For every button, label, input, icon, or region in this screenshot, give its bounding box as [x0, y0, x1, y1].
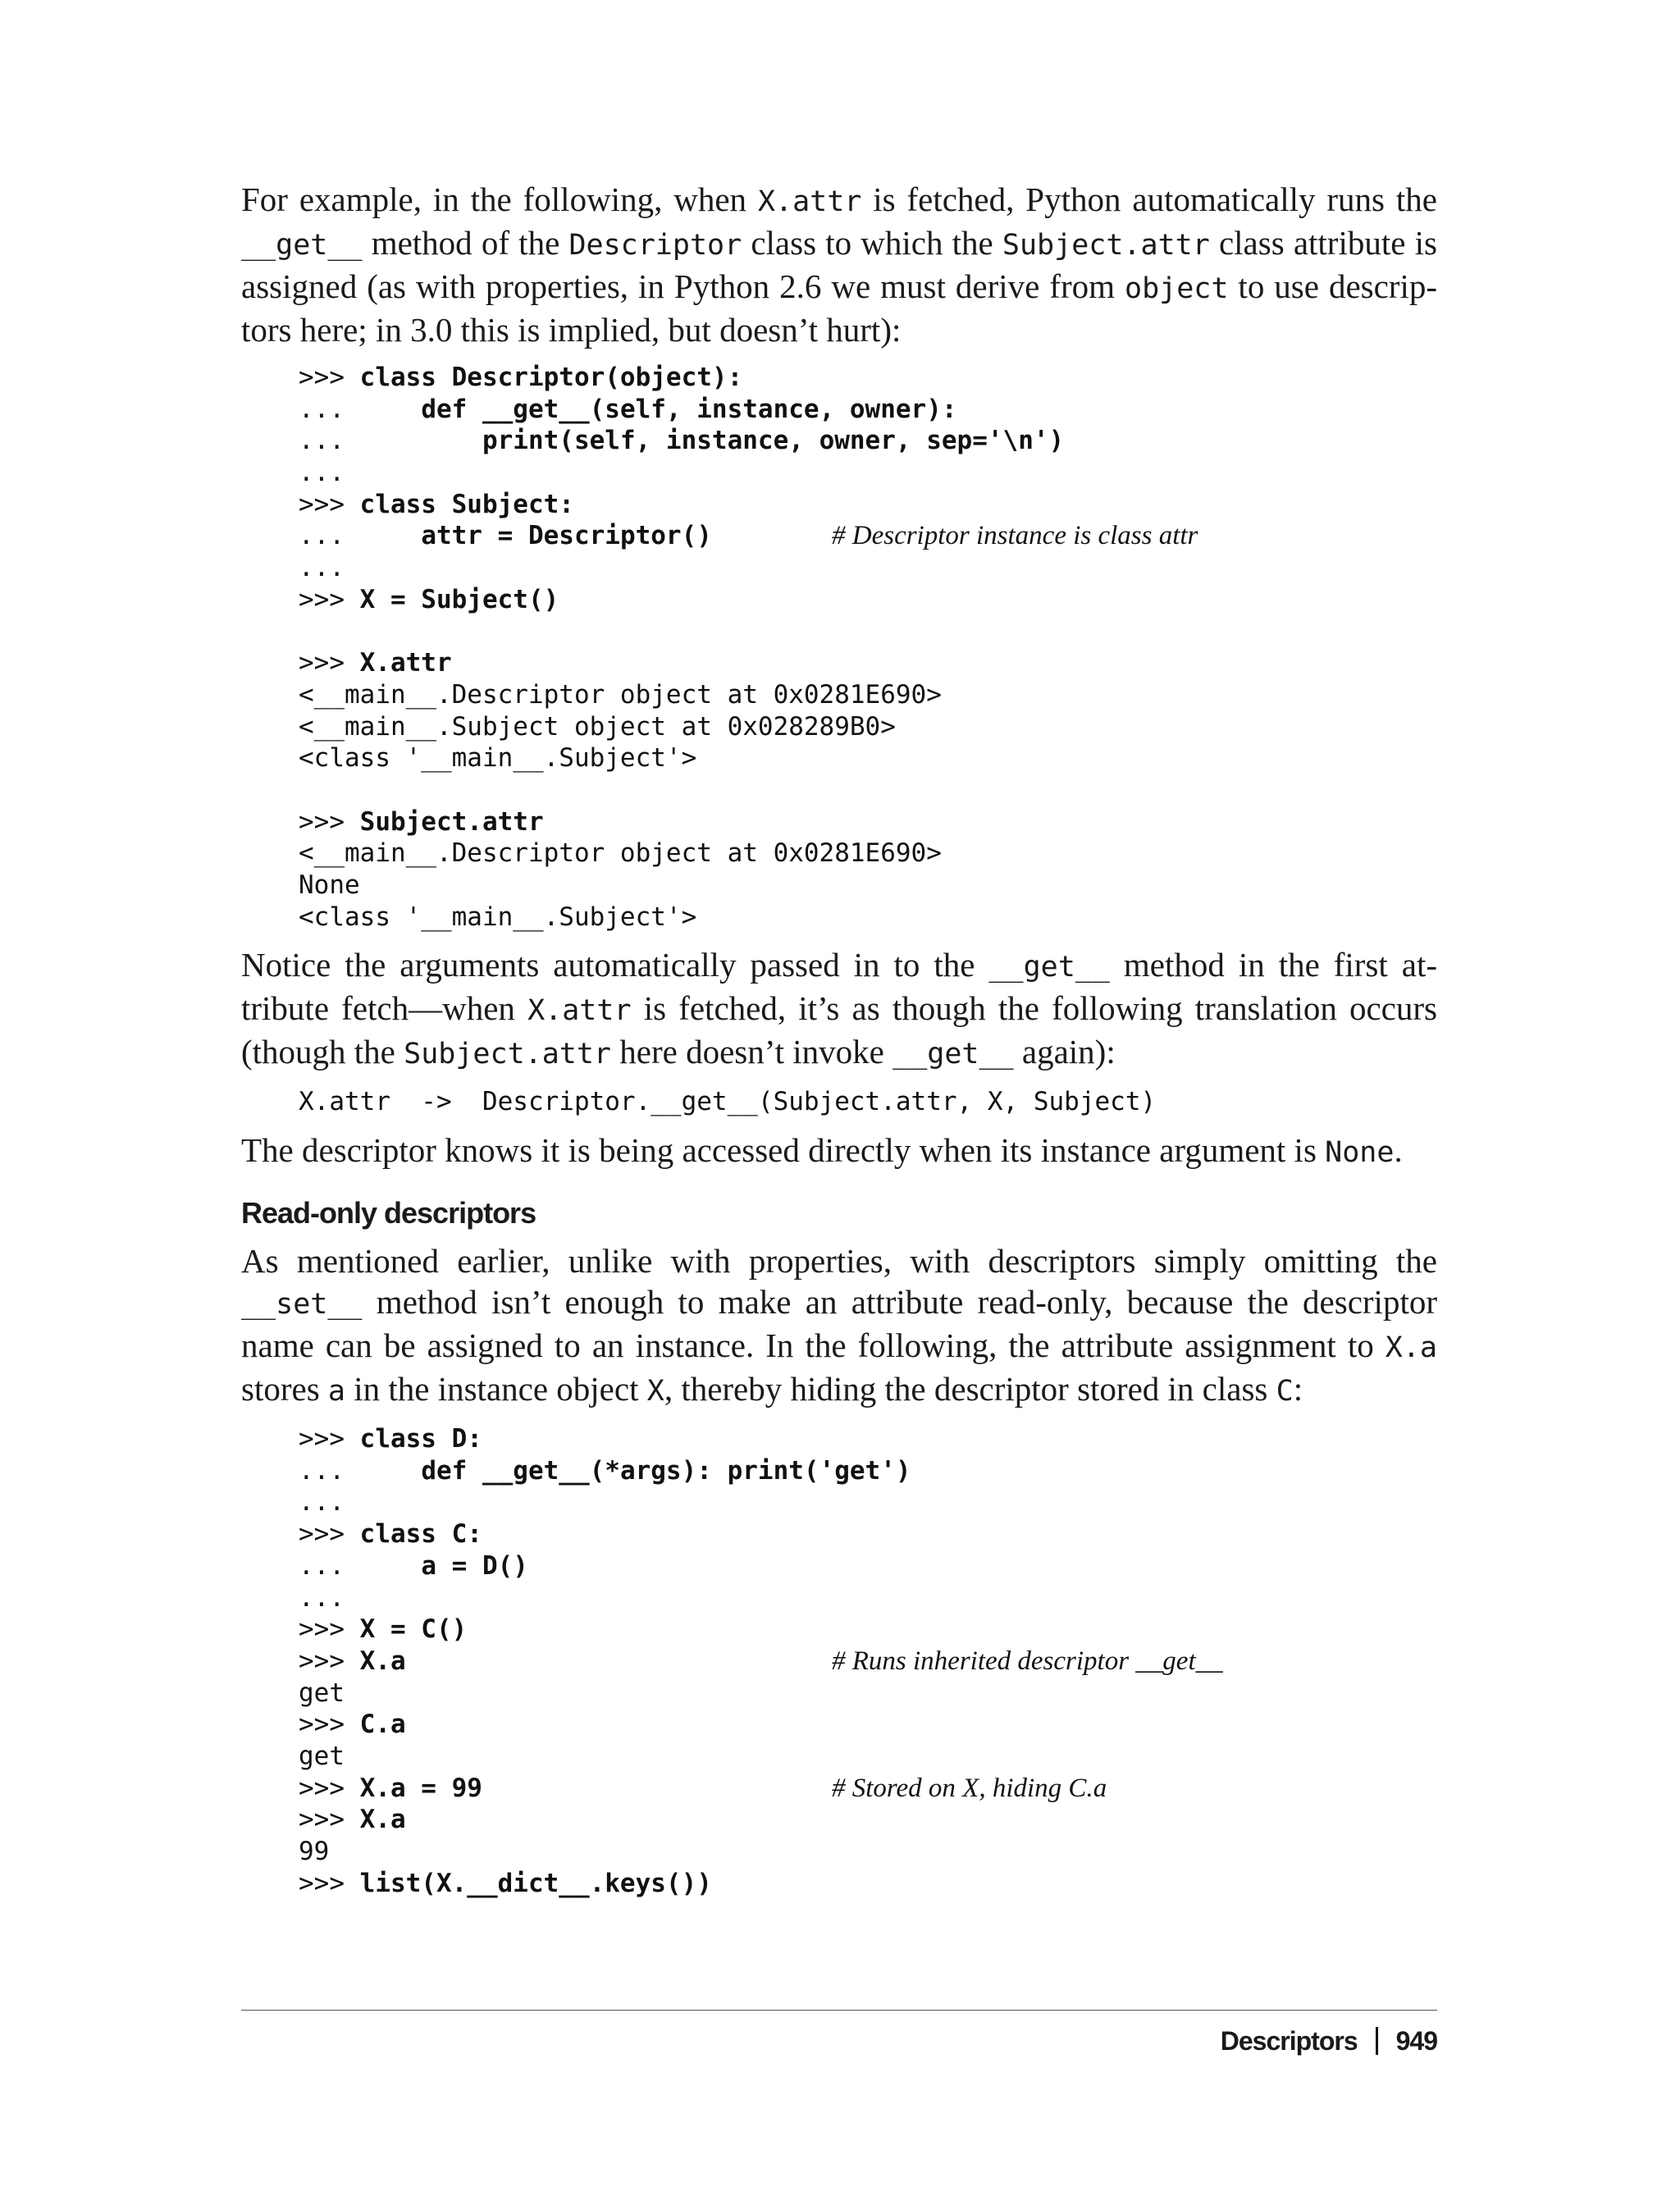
code-prompt: >>> — [299, 1646, 360, 1676]
paragraph-intro — [241, 179, 1437, 350]
code-prompt: get — [299, 1741, 345, 1771]
code-line — [299, 647, 1437, 679]
code-line — [299, 1582, 1437, 1614]
code-input: X = Subject() — [359, 584, 559, 614]
code-line — [299, 806, 1437, 838]
code-input: C.a — [359, 1710, 406, 1740]
text-run: For example, in the following, when — [241, 180, 758, 218]
code-prompt: <__main__.Descriptor object at 0x0281E690> — [299, 679, 942, 710]
code-input: def __get__(self, instance, owner): — [421, 394, 957, 424]
code-prompt: >>> — [299, 363, 360, 392]
code-line — [299, 520, 1437, 552]
code-line — [299, 1773, 1437, 1805]
code-input: print(self, instance, owner, sep='\n') — [482, 426, 1065, 456]
code-prompt: ... — [299, 458, 345, 488]
code-line — [299, 1486, 1437, 1518]
code-line — [299, 1868, 1437, 1900]
code-prompt: 99 — [299, 1837, 330, 1866]
code-prompt: >>> — [299, 1614, 360, 1645]
code-prompt: >>> — [299, 1710, 360, 1740]
code-prompt: <__main__.Subject object at 0x028289B0> — [299, 711, 896, 742]
text-run: class attribute is assigned (as with properties, in Python 2.6 we must derive from — [241, 224, 1437, 305]
inline-code: __get__ — [892, 1038, 1014, 1071]
code-input: X = C() — [359, 1614, 468, 1645]
code-line — [299, 742, 1437, 774]
inline-code: __set__ — [241, 1288, 363, 1322]
code-prompt: >>> — [299, 1868, 360, 1898]
code-line — [299, 552, 1437, 584]
code-prompt: ... — [299, 1582, 345, 1613]
code-prompt: >>> — [299, 1424, 360, 1454]
text-run: method isn’t enough to make an attribute read-only, because the descriptor name can be assigned to an instance. In the following, the attribute assignment to — [241, 1283, 1437, 1365]
inline-code: object — [1125, 272, 1229, 305]
code-line — [299, 1646, 1437, 1678]
inline-code: X.a — [1385, 1331, 1437, 1365]
code-prompt: <class '__main__.Subject'> — [299, 743, 697, 774]
code-line — [299, 1709, 1437, 1741]
text-run: , thereby hiding the descriptor stored in class — [664, 1370, 1276, 1408]
inline-code: X — [646, 1375, 664, 1408]
code-input: class Subject: — [359, 489, 574, 519]
code-prompt: >>> — [299, 489, 360, 519]
code-prompt: <class '__main__.Subject'> — [299, 902, 697, 932]
code-line — [299, 711, 1437, 743]
inline-code: __get__ — [241, 229, 363, 262]
code-prompt: ... — [299, 426, 482, 456]
footer-separator — [1376, 2027, 1378, 2055]
text-run: is fetched, it’s as though the following translation occurs (though the — [241, 989, 1437, 1071]
code-line — [299, 774, 1437, 806]
code-input: class C: — [359, 1519, 482, 1550]
code-input: X.a — [359, 1805, 406, 1835]
text-run: class to which the — [742, 224, 1002, 262]
code-line — [299, 362, 1437, 394]
inline-code: Subject.attr — [1002, 229, 1210, 262]
paragraph-descriptor-knows — [241, 1130, 1437, 1173]
code-line — [299, 1678, 1437, 1710]
code-prompt: >>> — [299, 584, 360, 614]
code-prompt: ... — [299, 394, 422, 424]
text-run: here doesn’t invoke — [611, 1033, 893, 1071]
code-prompt: ... — [299, 1487, 345, 1518]
code-block-translation — [241, 1086, 1437, 1118]
inline-code: X.attr — [757, 185, 862, 218]
code-line — [299, 870, 1437, 902]
code-prompt: >>> — [299, 1773, 360, 1803]
code-comment: # Stored on X, hiding C.a — [832, 1773, 1107, 1803]
text-run: Notice the arguments automatically passed in to the — [241, 946, 989, 984]
section-heading: Read-only descriptors — [241, 1196, 536, 1230]
code-prompt: ... — [299, 1455, 422, 1486]
text-run: to use descrip-tors here; in 3.0 this is implied, but doesn’t hurt): — [241, 267, 1438, 349]
text-run: in the instance object — [345, 1370, 647, 1408]
code-prompt: >>> — [299, 648, 360, 678]
code-line — [299, 425, 1437, 457]
code-prompt: <__main__.Descriptor object at 0x0281E690> — [299, 838, 942, 869]
code-block-read-only-example — [241, 1423, 1437, 1899]
code-input: class D: — [359, 1424, 482, 1454]
inline-code: __get__ — [988, 951, 1110, 984]
inline-code: Descriptor — [568, 229, 742, 262]
text-run: stores — [241, 1370, 328, 1408]
page-number: 949 — [1395, 2026, 1437, 2056]
code-line — [299, 394, 1437, 426]
inline-code: X.attr — [527, 994, 632, 1028]
paragraph-read-only — [241, 1240, 1437, 1412]
code-line — [299, 838, 1437, 870]
footer-rule — [241, 2010, 1437, 2011]
code-line — [299, 457, 1437, 489]
code-input: attr = Descriptor() — [421, 521, 712, 551]
code-line — [299, 1804, 1437, 1836]
code-input: list(X.__dict__.keys()) — [359, 1868, 712, 1898]
code-input: Subject.attr — [359, 806, 544, 837]
inline-code: Subject.attr — [404, 1038, 612, 1071]
text-run: . — [1394, 1131, 1403, 1170]
text-run: As mentioned earlier, unlike with properties, with descriptors simply omitting the — [241, 1242, 1437, 1281]
code-prompt: ... — [299, 521, 422, 551]
code-line — [299, 902, 1437, 934]
text-run: is fetched, Python automatically runs the — [861, 180, 1437, 218]
code-block-descriptor-example — [241, 362, 1437, 933]
code-input: X.a — [359, 1646, 406, 1676]
text-run: again): — [1013, 1033, 1116, 1071]
code-input: X.a = 99 — [359, 1773, 482, 1803]
paragraph-arguments — [241, 944, 1437, 1075]
code-line — [299, 1550, 1437, 1582]
code-line — [299, 1741, 1437, 1773]
code-line — [299, 616, 1437, 648]
running-section-title: Descriptors — [1220, 2026, 1358, 2056]
code-comment: # Runs inherited descriptor __get__ — [832, 1646, 1223, 1676]
inline-code: C — [1276, 1375, 1294, 1408]
code-prompt: ... — [299, 1550, 422, 1581]
code-line — [299, 1455, 1437, 1487]
code-input: class Descriptor(object): — [359, 363, 743, 392]
text-run: The descriptor knows it is being accessed directly when its instance argument is — [241, 1131, 1326, 1170]
code-prompt: >>> — [299, 1519, 360, 1550]
text-run: : — [1293, 1370, 1303, 1408]
code-line — [299, 1423, 1437, 1455]
inline-code: a — [327, 1375, 345, 1408]
code-input: a = D() — [421, 1550, 528, 1581]
code-line — [299, 679, 1437, 711]
text-run: method of the — [362, 224, 569, 262]
page-body — [241, 179, 1437, 1899]
code-line — [299, 489, 1437, 521]
inline-code: None — [1325, 1136, 1395, 1170]
code-line — [299, 584, 1437, 616]
code-input: def __get__(*args): print('get') — [421, 1455, 911, 1486]
code-line — [299, 1518, 1437, 1550]
code-line — [299, 1836, 1437, 1868]
code-prompt: None — [299, 870, 360, 900]
code-comment: # Descriptor instance is class attr — [832, 521, 1198, 551]
code-prompt: >>> — [299, 806, 360, 837]
code-input: X.attr — [359, 648, 452, 678]
text-run: method in the first at-tribute fetch—when — [241, 946, 1437, 1028]
code-prompt: >>> — [299, 1805, 360, 1835]
code-line — [299, 1614, 1437, 1646]
code-prompt: ... — [299, 553, 345, 583]
page-footer — [1221, 2026, 1437, 2057]
code-prompt: get — [299, 1678, 345, 1708]
code-line: X.attr -> Descriptor.__get__(Subject.attr, X, Subject) — [299, 1087, 1157, 1117]
